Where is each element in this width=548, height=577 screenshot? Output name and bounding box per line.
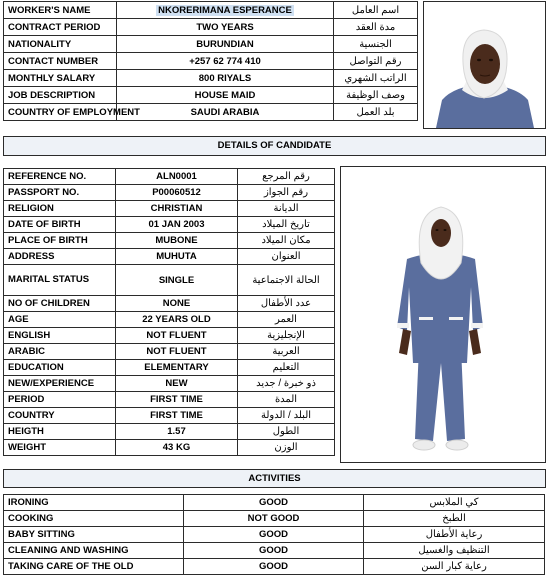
row-label: CLEANING AND WASHING <box>4 543 184 559</box>
summary-row <box>4 36 418 53</box>
row-arabic-label: الجنسية <box>334 36 418 53</box>
row-value: 800 RIYALS <box>117 70 334 87</box>
row-value: GOOD <box>184 495 364 511</box>
row-label: WORKER'S NAME <box>4 2 117 19</box>
row-arabic-label: الطبخ <box>364 511 545 527</box>
summary-row <box>4 2 418 19</box>
row-label: CONTACT NUMBER <box>4 53 117 70</box>
row-arabic-label: العمر <box>238 312 335 328</box>
row-value: P00060512 <box>116 185 238 201</box>
row-arabic-label: العربية <box>238 344 335 360</box>
row-label: NATIONALITY <box>4 36 117 53</box>
row-arabic-label: اسم العامل <box>334 2 418 19</box>
row-value: FIRST TIME <box>116 408 238 424</box>
row-value: 43 KG <box>116 440 238 456</box>
row-value: 22 YEARS OLD <box>116 312 238 328</box>
detail-row <box>4 249 335 265</box>
row-arabic-label: عدد الأطفال <box>238 296 335 312</box>
detail-row <box>4 328 335 344</box>
row-arabic-label: وصف الوظيفة <box>334 87 418 104</box>
row-value: NOT FLUENT <box>116 344 238 360</box>
row-value: 01 JAN 2003 <box>116 217 238 233</box>
row-label: PERIOD <box>4 392 116 408</box>
detail-row <box>4 360 335 376</box>
details-banner: DETAILS OF CANDIDATE <box>3 136 546 156</box>
row-value: GOOD <box>184 527 364 543</box>
row-label: REFERENCE NO. <box>4 169 116 185</box>
row-label: COOKING <box>4 511 184 527</box>
detail-row <box>4 376 335 392</box>
activities-banner: ACTIVITIES <box>3 469 546 488</box>
row-label: AGE <box>4 312 116 328</box>
row-arabic-label: الراتب الشهري <box>334 70 418 87</box>
detail-row <box>4 440 335 456</box>
row-arabic-label: الإنجليزية <box>238 328 335 344</box>
row-label: COUNTRY <box>4 408 116 424</box>
row-value: 1.57 <box>116 424 238 440</box>
row-value: GOOD <box>184 559 364 575</box>
row-label: TAKING CARE OF THE OLD <box>4 559 184 575</box>
summary-row <box>4 19 418 36</box>
row-label: WEIGHT <box>4 440 116 456</box>
row-arabic-label: مكان الميلاد <box>238 233 335 249</box>
detail-row <box>4 169 335 185</box>
detail-row <box>4 296 335 312</box>
row-value: NONE <box>116 296 238 312</box>
activities-table <box>3 494 545 575</box>
row-arabic-label: تاريخ الميلاد <box>238 217 335 233</box>
row-value: SAUDI ARABIA <box>117 104 334 121</box>
detail-row <box>4 312 335 328</box>
activity-row <box>4 495 545 511</box>
row-label: PLACE OF BIRTH <box>4 233 116 249</box>
row-value: ELEMENTARY <box>116 360 238 376</box>
row-value: MUBONE <box>116 233 238 249</box>
row-label: RELIGION <box>4 201 116 217</box>
row-label: HEIGTH <box>4 424 116 440</box>
row-value <box>117 2 334 19</box>
detail-row <box>4 185 335 201</box>
summary-row <box>4 104 418 121</box>
headshot-photo <box>423 1 546 129</box>
row-label: EDUCATION <box>4 360 116 376</box>
row-arabic-label: رعاية كبار السن <box>364 559 545 575</box>
row-value: ALN0001 <box>116 169 238 185</box>
row-label: JOB DESCRIPTION <box>4 87 117 104</box>
summary-row <box>4 70 418 87</box>
row-value: FIRST TIME <box>116 392 238 408</box>
row-value: HOUSE MAID <box>117 87 334 104</box>
row-label: ARABIC <box>4 344 116 360</box>
activity-row <box>4 559 545 575</box>
row-label: MARITAL STATUS <box>4 265 116 296</box>
row-label: IRONING <box>4 495 184 511</box>
full-body-photo <box>340 166 546 463</box>
row-value: NOT GOOD <box>184 511 364 527</box>
row-label: ENGLISH <box>4 328 116 344</box>
row-value: CHRISTIAN <box>116 201 238 217</box>
detail-row <box>4 408 335 424</box>
activity-row <box>4 527 545 543</box>
detail-row <box>4 392 335 408</box>
row-value: BURUNDIAN <box>117 36 334 53</box>
worker-summary-table <box>3 1 418 121</box>
row-value: GOOD <box>184 543 364 559</box>
row-arabic-label: الديانة <box>238 201 335 217</box>
row-arabic-label: ذو خبرة / جديد <box>238 376 335 392</box>
detail-row <box>4 217 335 233</box>
detail-row <box>4 265 335 296</box>
detail-row <box>4 344 335 360</box>
summary-row <box>4 87 418 104</box>
row-arabic-label: العنوان <box>238 249 335 265</box>
row-value: SINGLE <box>116 265 238 296</box>
row-arabic-label: الحالة الاجتماعية <box>238 265 335 296</box>
row-label: NO OF CHILDREN <box>4 296 116 312</box>
row-arabic-label: كي الملابس <box>364 495 545 511</box>
row-value: NOT FLUENT <box>116 328 238 344</box>
row-value: MUHUTA <box>116 249 238 265</box>
row-arabic-label: المدة <box>238 392 335 408</box>
row-arabic-label: البلد / الدولة <box>238 408 335 424</box>
row-value: +257 62 774 410 <box>117 53 334 70</box>
row-value: NEW <box>116 376 238 392</box>
row-label: MONTHLY SALARY <box>4 70 117 87</box>
row-label: NEW/EXPERIENCE <box>4 376 116 392</box>
detail-row <box>4 233 335 249</box>
row-label: BABY SITTING <box>4 527 184 543</box>
row-value: TWO YEARS <box>117 19 334 36</box>
row-arabic-label: التنظيف والغسيل <box>364 543 545 559</box>
row-arabic-label: مدة العقد <box>334 19 418 36</box>
highlighted-value: NKORERIMANA ESPERANCE <box>158 4 292 16</box>
row-arabic-label: بلد العمل <box>334 104 418 121</box>
detail-row <box>4 424 335 440</box>
row-arabic-label: التعليم <box>238 360 335 376</box>
detail-row <box>4 201 335 217</box>
summary-row <box>4 53 418 70</box>
row-arabic-label: رقم التواصل <box>334 53 418 70</box>
activity-row <box>4 511 545 527</box>
row-arabic-label: الطول <box>238 424 335 440</box>
row-label: DATE OF BIRTH <box>4 217 116 233</box>
row-label: COUNTRY OF EMPLOYMENT <box>4 104 117 121</box>
row-label: CONTRACT PERIOD <box>4 19 117 36</box>
candidate-details-table <box>3 168 335 456</box>
activity-row <box>4 543 545 559</box>
row-label: PASSPORT NO. <box>4 185 116 201</box>
row-arabic-label: رقم المرجع <box>238 169 335 185</box>
row-arabic-label: رعاية الأطفال <box>364 527 545 543</box>
row-arabic-label: الوزن <box>238 440 335 456</box>
row-label: ADDRESS <box>4 249 116 265</box>
row-arabic-label: رقم الجواز <box>238 185 335 201</box>
